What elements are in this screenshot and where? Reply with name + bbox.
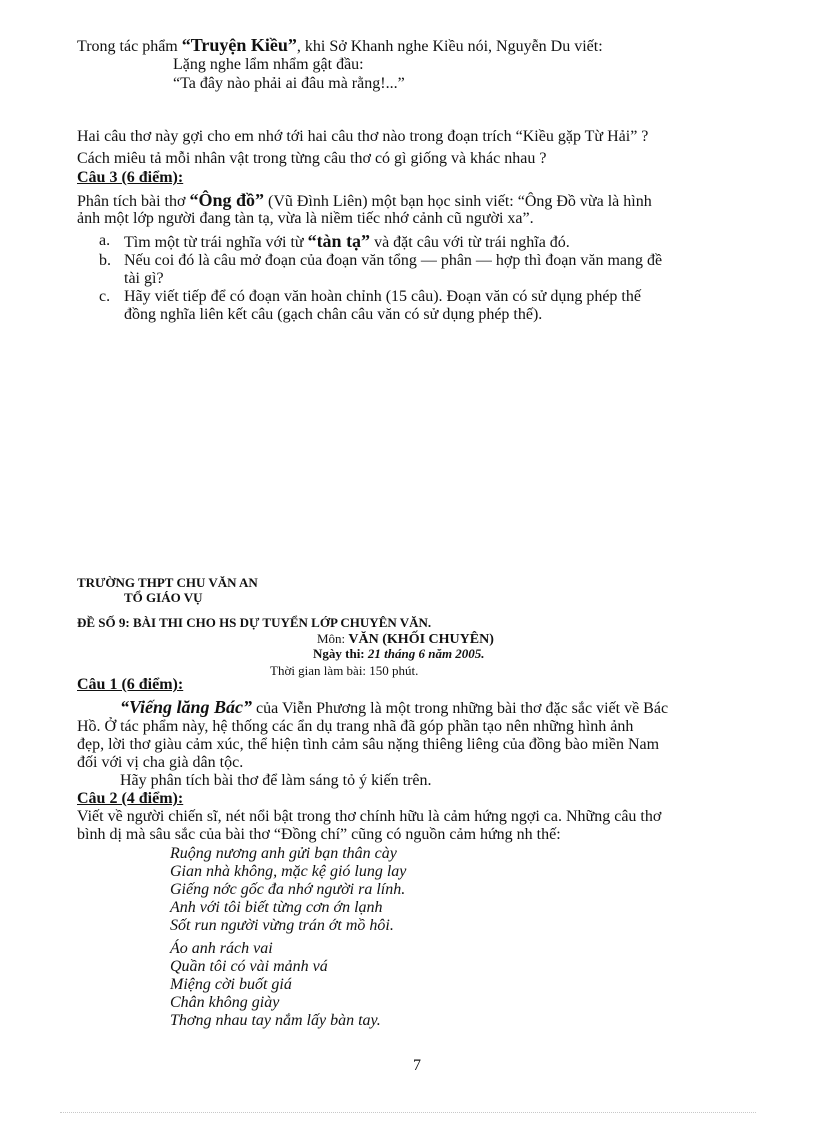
department: TỔ GIÁO VỤ xyxy=(124,590,203,605)
cau3-text: Phân tích bài thơ xyxy=(77,193,190,210)
cau1-heading: Câu 1 (6 điểm): xyxy=(77,676,184,693)
item-b-line-2: tài gì? xyxy=(124,270,164,287)
item-b-line-1: Nếu coi đó là câu mở đoạn của đoạn văn tổng — phân — hợp thì đoạn văn mang đề xyxy=(124,252,663,269)
item-c-line-1: Hãy viết tiếp để có đoạn văn hoàn chỉnh (15 câu). Đoạn văn có sử dụng phép thế xyxy=(124,288,641,305)
date-label: Ngày thi: xyxy=(313,646,368,661)
cau1-line-5: Hãy phân tích bài thơ để làm sáng tỏ ý kiến trên. xyxy=(120,772,432,789)
cau1-line-3: đẹp, lời thơ giàu cảm xúc, thể hiện tình cảm sâu nặng thiêng liêng của đồng bào miền Nam xyxy=(77,736,660,753)
stanza1-line-4: Anh với tôi biết từng cơn ớn lạnh xyxy=(170,899,383,916)
question-line-1: Hai câu thơ này gợi cho em nhớ tới hai câu thơ nào trong đoạn trích “Kiều gặp Từ Hải” ? xyxy=(77,128,649,145)
verse-line-1: Lặng nghe lẩm nhẩm gật đầu: xyxy=(173,56,364,73)
duration: Thời gian làm bài: 150 phút. xyxy=(270,663,419,678)
page-number: 7 xyxy=(413,1057,421,1074)
subject-label: Môn: xyxy=(317,631,349,646)
item-c-line-2: đồng nghĩa liên kết câu (gạch chân câu văn có sử dụng phép thế). xyxy=(124,306,543,323)
item-a-marker: a. xyxy=(99,232,111,249)
intro-text-end: , khi Sở Khanh nghe Kiều nói, Nguyễn Du viết: xyxy=(296,38,603,55)
stanza2-line-5: Thơng nhau tay nắm lấy bàn tay. xyxy=(170,1012,381,1029)
item-c-marker: c. xyxy=(99,288,111,305)
stanza2-line-3: Miệng cời buốt giá xyxy=(170,976,292,993)
cau3-text-end: (Vũ Đình Liên) một bạn học sinh viết: “Ông Đồ vừa là hình xyxy=(263,193,652,210)
cau2-line-1: Viết về người chiến sĩ, nét nổi bật trong thơ chính hữu là cảm hứng ngợi ca. Những câu thơ xyxy=(77,808,662,825)
cau3-line-2: ảnh một lớp người đang tàn tạ, vừa là niềm tiếc nhớ cảnh cũ người xa”. xyxy=(77,210,534,227)
question-line-2: Cách miêu tả mỗi nhân vật trong từng câu thơ có gì giống và khác nhau ? xyxy=(77,150,547,167)
subject-value: VĂN (KHỐI CHUYÊN) xyxy=(348,632,494,647)
item-a-text-end: và đặt câu với từ trái nghĩa đó. xyxy=(370,234,570,251)
stanza1-line-2: Gian nhà không, mặc kệ gió lung lay xyxy=(170,863,407,880)
cau2-line-2: bình dị mà sâu sắc của bài thơ “Đồng chí” cũng có nguồn cảm hứng nh thế: xyxy=(77,826,561,843)
keyword: “tàn tạ” xyxy=(307,231,371,251)
school-name: TRƯỜNG THPT CHU VĂN AN xyxy=(77,575,258,590)
intro-line xyxy=(77,36,603,56)
item-a xyxy=(124,232,570,252)
date-line xyxy=(313,645,485,663)
intro-text: Trong tác phẩm xyxy=(77,38,182,55)
stanza2-line-4: Chân không giày xyxy=(170,994,280,1011)
work-title: “Truyện Kiều” xyxy=(181,35,297,55)
poem-title: “Viếng lăng Bác” xyxy=(120,697,253,717)
verse-line-2: “Ta đây nào phải ai đâu mà rằng!...” xyxy=(173,75,405,92)
exam-date: 21 tháng 6 năm 2005. xyxy=(367,646,485,661)
stanza2-line-2: Quần tôi có vài mảnh vá xyxy=(170,958,328,975)
cau1-line-4: đối với vị cha già dân tộc. xyxy=(77,754,244,771)
cau1-line-1 xyxy=(120,698,668,718)
page-bottom-divider xyxy=(60,1112,756,1113)
cau1-line-2: Hồ. Ở tác phẩm này, hệ thống các ẩn dụ trang nhã đã góp phần tạo nên những hình ảnh xyxy=(77,718,634,735)
cau2-heading: Câu 2 (4 điểm): xyxy=(77,790,184,807)
item-b-marker: b. xyxy=(99,252,111,269)
poem-title: “Ông đồ” xyxy=(189,190,264,210)
stanza1-line-1: Ruộng nương anh gửi bạn thân cày xyxy=(170,845,397,862)
cau3-line-1 xyxy=(77,191,652,211)
cau1-text: của Viễn Phương là một trong những bài thơ đặc sắc viết về Bác xyxy=(252,700,669,717)
cau3-heading: Câu 3 (6 điểm): xyxy=(77,169,184,186)
stanza1-line-3: Giếng nớc gốc đa nhớ người ra lính. xyxy=(170,881,406,898)
exam-title: ĐỀ SỐ 9: BÀI THI CHO HS DỰ TUYỂN LỚP CHUYÊN VĂN. xyxy=(77,615,432,630)
stanza2-line-1: Áo anh rách vai xyxy=(170,940,273,957)
stanza1-line-5: Sốt run người vừng trán ớt mồ hôi. xyxy=(170,917,394,934)
item-a-text: Tìm một từ trái nghĩa với từ xyxy=(124,234,308,251)
